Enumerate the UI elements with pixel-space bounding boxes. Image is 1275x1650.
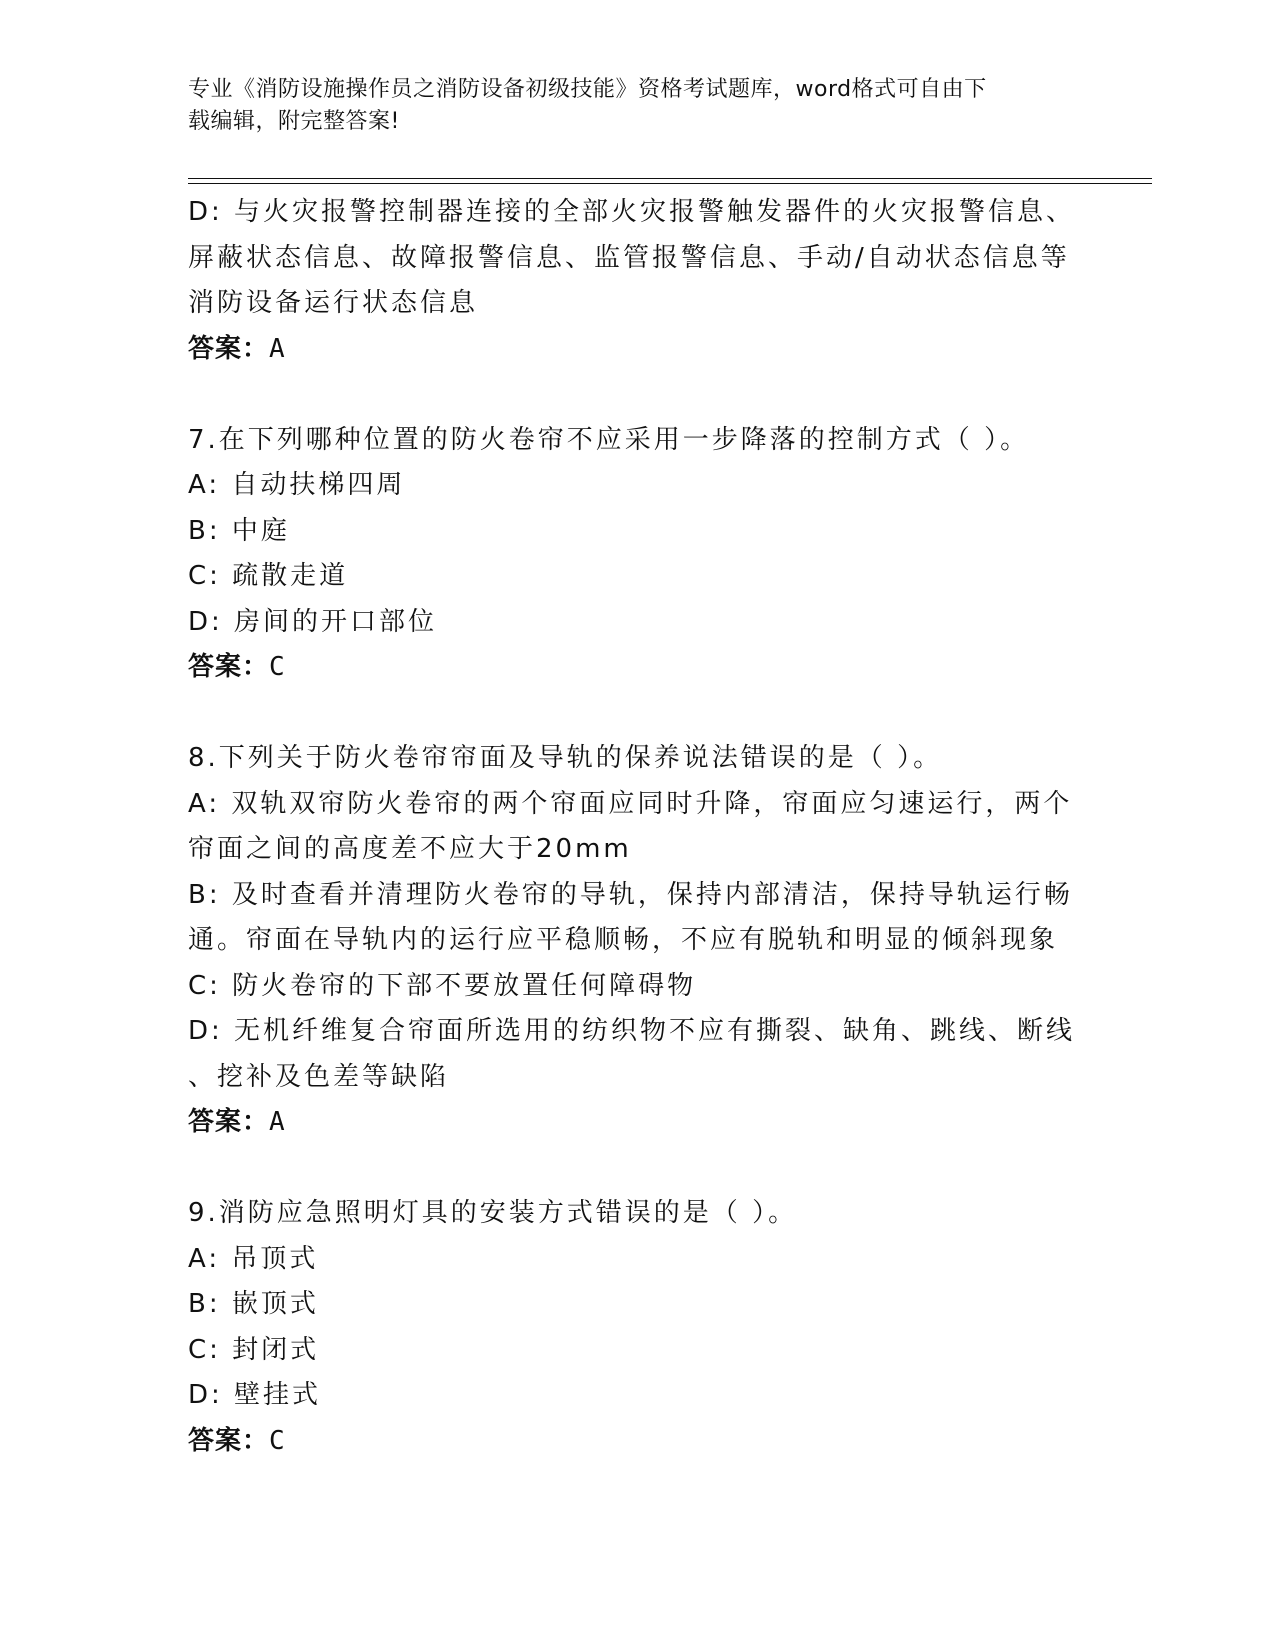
question-8-option-a-line-1: A: 双轨双帘防火卷帘的两个帘面应同时升降，帘面应匀速运行，两个 — [188, 788, 1073, 819]
answer-label: 答案： — [188, 652, 270, 682]
prev-question-block — [188, 190, 1088, 372]
answer-value: A — [269, 1107, 286, 1137]
spacer — [188, 1146, 1088, 1192]
prev-option-d-line-3: 消防设备运行状态信息 — [188, 288, 479, 318]
question-7-text: 7.在下列哪种位置的防火卷帘不应采用一步降落的控制方式（ ）。 — [188, 424, 1030, 455]
question-9-answer — [188, 1419, 1088, 1465]
answer-value: C — [269, 1425, 286, 1456]
question-content — [188, 190, 1088, 1464]
question-8-answer — [188, 1100, 1088, 1146]
header-divider-bottom — [188, 183, 1152, 184]
answer-label: 答案： — [188, 1425, 270, 1456]
question-9-option-b: B: 嵌顶式 — [188, 1289, 319, 1319]
header-line-1: 专业《消防设施操作员之消防设备初级技能》资格考试题库，word格式可自由下 — [188, 77, 987, 102]
prev-option-d-line-1: D: 与火灾报警控制器连接的全部火灾报警触发器件的火灾报警信息、 — [188, 197, 1076, 227]
question-8-option-d-line-2: 、挖补及色差等缺陷 — [188, 1061, 450, 1092]
question-9-option-d: D: 壁挂式 — [188, 1380, 322, 1410]
question-7-option-c: C: 疏散走道 — [188, 561, 349, 591]
question-9-block — [188, 1191, 1088, 1464]
answer-label: 答案： — [188, 333, 270, 364]
answer-value: C — [269, 652, 286, 682]
question-7-answer — [188, 645, 1088, 691]
question-8-option-b-line-2: 通。帘面在导轨内的运行应平稳顺畅，不应有脱轨和明显的倾斜现象 — [188, 925, 1059, 955]
question-7-option-d: D: 房间的开口部位 — [188, 606, 438, 637]
question-7-block — [188, 418, 1088, 691]
prev-answer — [188, 327, 1088, 373]
spacer — [188, 372, 1088, 418]
question-8-block — [188, 736, 1088, 1146]
header-line-2: 载编辑，附完整答案! — [188, 109, 400, 134]
question-8-option-a-line-2: 帘面之间的高度差不应大于20mm — [188, 834, 632, 864]
spacer — [188, 691, 1088, 737]
question-8-text: 8.下列关于防火卷帘帘面及导轨的保养说法错误的是（ ）。 — [188, 743, 943, 773]
question-8-option-c: C: 防火卷帘的下部不要放置任何障碍物 — [188, 970, 697, 1001]
question-7-option-b: B: 中庭 — [188, 515, 290, 546]
answer-value: A — [269, 333, 286, 364]
answer-label: 答案： — [188, 1107, 270, 1137]
document-header — [188, 74, 1068, 138]
question-8-option-d-line-1: D: 无机纤维复合帘面所选用的纺织物不应有撕裂、缺角、跳线、断线 — [188, 1016, 1076, 1046]
header-divider-top — [188, 178, 1152, 179]
question-7-option-a: A: 自动扶梯四周 — [188, 470, 406, 500]
question-8-option-b-line-1: B: 及时查看并清理防火卷帘的导轨，保持内部清洁，保持导轨运行畅 — [188, 879, 1073, 910]
question-9-option-c: C: 封闭式 — [188, 1334, 320, 1365]
prev-option-d-line-2: 屏蔽状态信息、故障报警信息、监管报警信息、手动/自动状态信息等 — [188, 242, 1070, 273]
question-9-option-a: A: 吊顶式 — [188, 1243, 319, 1274]
question-9-text: 9.消防应急照明灯具的安装方式错误的是（ ）。 — [188, 1198, 798, 1228]
